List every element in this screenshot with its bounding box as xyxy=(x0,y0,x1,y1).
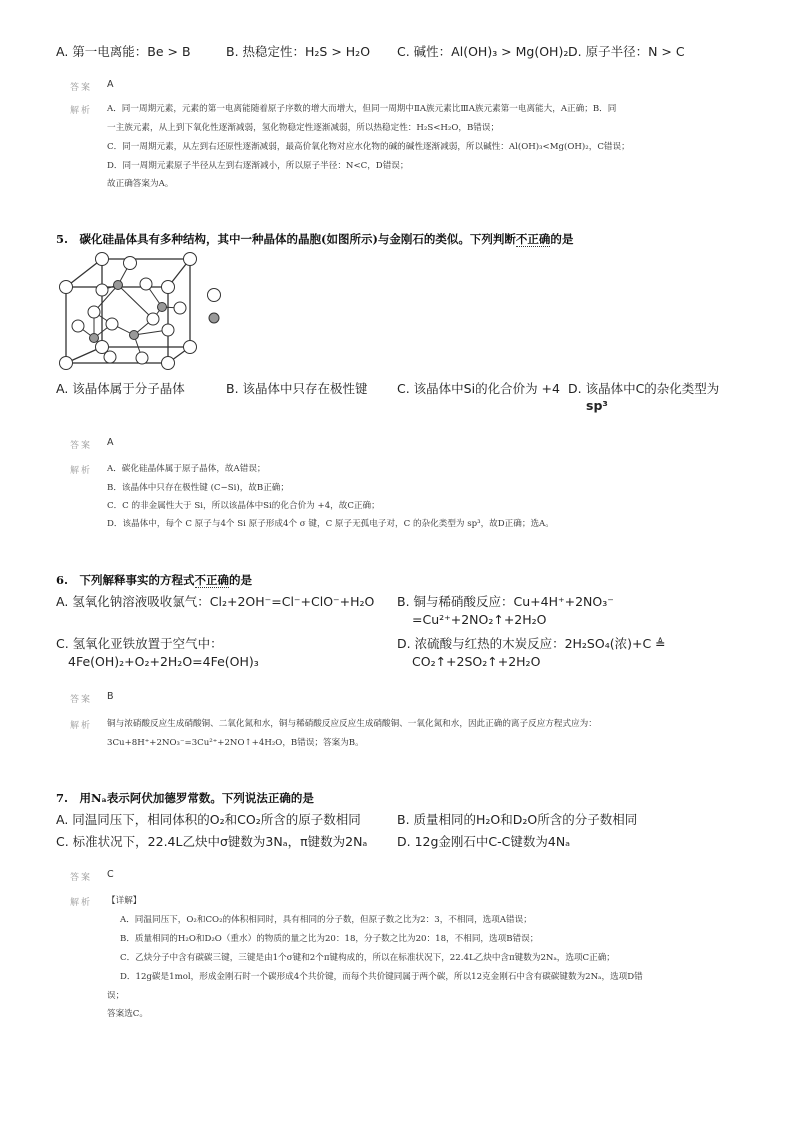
q6-explain-line: 铜与浓硝酸反应生成硝酸铜、二氧化氮和水，铜与稀硝酸反应反应生成硝酸铜、一氧化氮和水，因此正确的离子反应方程式应为： xyxy=(107,719,597,729)
atom-legend xyxy=(204,286,224,326)
q6-option-b: B. 铜与稀硝酸反应：Cu+4H⁺+2NO₃⁻ xyxy=(397,594,614,609)
q5-explain-line: A．碳化硅晶体属于原子晶体，故A错误； xyxy=(107,464,266,474)
q5-option-d: D. 该晶体中C的杂化类型为 xyxy=(568,381,720,396)
legend-light-atom-icon xyxy=(208,289,221,302)
q4-explain-label: 解析 xyxy=(70,106,93,116)
q5-option-b: B. 该晶体中只存在极性键 xyxy=(226,381,368,396)
q4-option-b: B. 热稳定性：H₂S > H₂O xyxy=(226,44,371,59)
q5-explain-line: B．该晶体中只存在极性键 (C−Si)，故B正确； xyxy=(107,483,289,493)
q4-answer: A xyxy=(107,79,114,90)
q7-explain-line: D．12g碳是1mol，形成金刚石时一个碳形成4个共价键，而每个共价键同属于两个碳，所以12克金刚石中含有碳碳键数为2Nₐ，选项D错 xyxy=(120,972,643,982)
q6-explain-line: 3Cu+8H⁺+2NO₃⁻=3Cu²⁺+2NO↑+4H₂O，B错误；答案为B。 xyxy=(107,738,364,748)
q5-stem: 5. 碳化硅晶体具有多种结构，其中一种晶体的晶胞(如图所示)与金刚石的类似。下列判断不正确的是 xyxy=(56,232,574,246)
q4-answer-label: 答案 xyxy=(70,83,93,93)
q5-answer: A xyxy=(107,437,114,448)
q4-option-d: D. 原子半径：N > C xyxy=(568,44,685,59)
q7-explain-line: C．乙炔分子中含有碳碳三键，三键是由1个σ键和2个π键构成的，所以在标准状况下，22.4L乙炔中含π键数为2Nₐ，选项C正确； xyxy=(120,953,615,963)
q4-explain-line: D．同一周期元素原子半径从左到右逐渐减小，所以原子半径：N<C，D错误； xyxy=(107,161,409,171)
q6-option-b-cont: =Cu²⁺+2NO₂↑+2H₂O xyxy=(412,612,547,627)
q5-explain-line: C．C 的非金属性大于 Si，所以该晶体中Si的化合价为 +4，故C正确； xyxy=(107,501,380,511)
q7-stem: 7. 用Nₐ表示阿伏加德罗常数。下列说法正确的是 xyxy=(56,791,314,805)
q7-option-a: A. 同温同压下，相同体积的O₂和CO₂所含的原子数相同 xyxy=(56,812,361,827)
q5-option-d-cont: sp³ xyxy=(586,398,608,413)
q7-explain-line: 答案选C。 xyxy=(107,1009,148,1019)
q4-explain-line: 一主族元素，从上到下氧化性逐渐减弱，氢化物稳定性逐渐减弱，所以热稳定性：H₂S<H₂O，B错误； xyxy=(107,123,500,133)
q6-answer-label: 答案 xyxy=(70,695,93,705)
q6-option-c-cont: 4Fe(OH)₂+O₂+2H₂O=4Fe(OH)₃ xyxy=(68,654,259,669)
q7-explain-line: B．质量相同的H₂O和D₂O（重水）的物质的量之比为20：18，分子数之比为20：18，不相同，选项B错误； xyxy=(120,934,539,944)
q7-explain-label: 解析 xyxy=(70,898,93,908)
q6-option-a: A. 氢氧化钠溶液吸收氯气：Cl₂+2OH⁻=Cl⁻+ClO⁻+H₂O xyxy=(56,594,375,609)
q7-option-d: D. 12g金刚石中C-C键数为4Nₐ xyxy=(397,834,571,849)
q6-answer: B xyxy=(107,691,114,702)
q7-option-c: C. 标准状况下，22.4L乙炔中σ键数为3Nₐ，π键数为2Nₐ xyxy=(56,834,368,849)
q4-explain-line: A．同一周期元素，元素的第一电离能随着原子序数的增大而增大，但同一周期中ⅡA族元素比ⅢA族元素第一电离能大，A正确；B．同 xyxy=(107,104,617,114)
q5-option-a: A. 该晶体属于分子晶体 xyxy=(56,381,185,396)
q6-explain-label: 解析 xyxy=(70,721,93,731)
q7-explain-head: 【详解】 xyxy=(107,896,142,906)
q7-explain-line: 误； xyxy=(107,991,125,1001)
legend-dark-atom-icon xyxy=(209,313,219,323)
q6-stem-emphasis: 不正确 xyxy=(194,573,230,587)
q7-option-b: B. 质量相同的H₂O和D₂O所含的分子数相同 xyxy=(397,812,638,827)
q6-option-c: C. 氢氧化亚铁放置于空气中： xyxy=(56,636,223,651)
q5-stem-emphasis: 不正确 xyxy=(515,232,551,246)
q6-option-d: D. 浓硫酸与红热的木炭反应：2H₂SO₄(浓)+C ≜ xyxy=(397,636,666,651)
q4-option-c: C. 碱性：Al(OH)₃ > Mg(OH)₂ xyxy=(397,44,569,59)
q5-option-c: C. 该晶体中Si的化合价为 +4 xyxy=(397,381,560,396)
q6-stem: 6. 下列解释事实的方程式不正确的是 xyxy=(56,573,253,587)
q4-option-a: A. 第一电离能：Be > B xyxy=(56,44,191,59)
q5-answer-label: 答案 xyxy=(70,441,93,451)
q6-option-d-cont: CO₂↑+2SO₂↑+2H₂O xyxy=(412,654,541,669)
q7-explain-line: A．同温同压下，O₂和CO₂的体积相同时，具有相同的分子数，但原子数之比为2：3，不相同，选项A错误； xyxy=(120,915,532,925)
q5-explain-line: D．该晶体中，每个 C 原子与4个 Si 原子形成4个 σ 键，C 原子无孤电子对，C 的杂化类型为 sp³，故D正确；选A。 xyxy=(107,519,554,529)
q7-answer: C xyxy=(107,869,114,880)
q7-answer-label: 答案 xyxy=(70,873,93,883)
q5-explain-label: 解析 xyxy=(70,466,93,476)
q4-explain-line: 故正确答案为A。 xyxy=(107,179,174,189)
q4-explain-line: C．同一周期元素，从左到右还原性逐渐减弱，最高价氧化物对应水化物的碱的碱性逐渐减弱，所以碱性：Al(OH)₃<Mg(OH)₂，C错误； xyxy=(107,142,630,152)
